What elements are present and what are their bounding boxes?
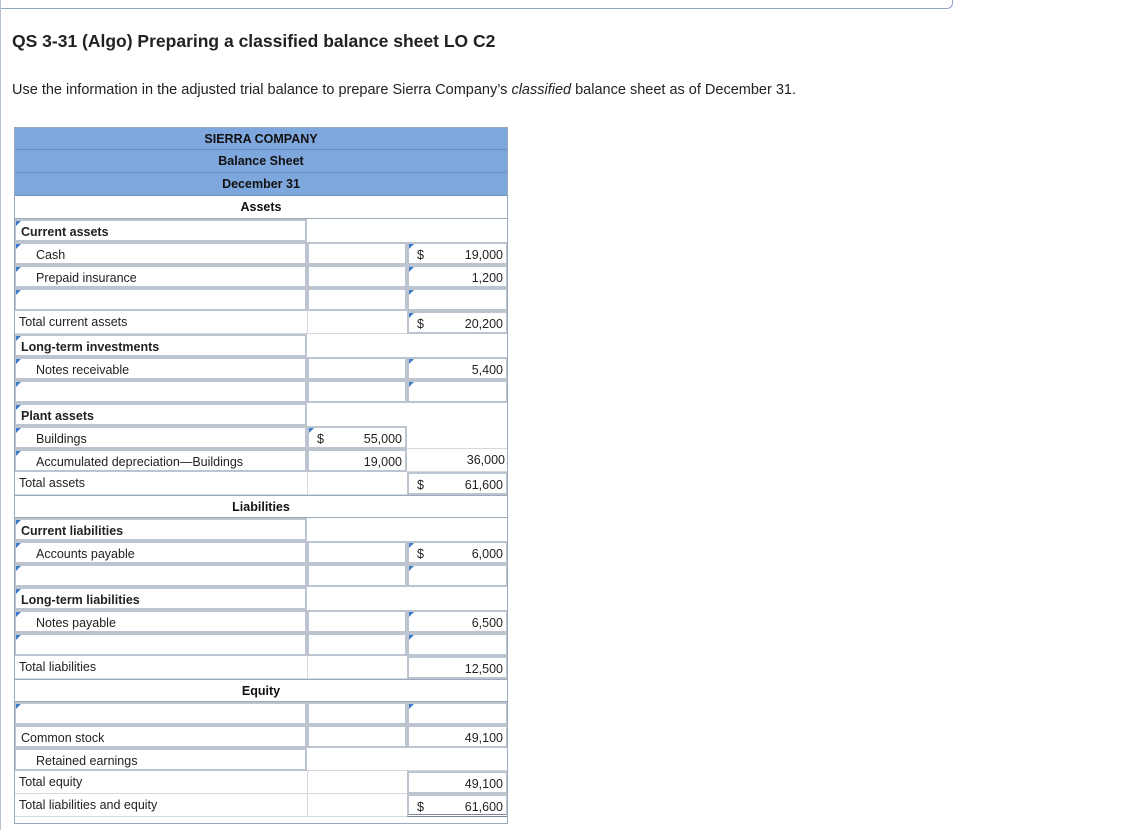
section-row	[14, 518, 508, 541]
amount-input[interactable]: $ 61,600	[407, 472, 508, 495]
amount-cell: 36,000	[407, 449, 508, 472]
table-row	[14, 426, 508, 449]
section-row	[14, 334, 508, 357]
account-label-input[interactable]: Long-term liabilities	[14, 587, 307, 610]
account-label-input[interactable]: Prepaid insurance	[14, 265, 307, 288]
table-row	[14, 357, 508, 380]
table-row	[14, 564, 508, 587]
amount-input[interactable]	[407, 564, 508, 587]
account-label-input[interactable]: Notes payable	[14, 610, 307, 633]
table-row	[14, 449, 508, 472]
account-label-input[interactable]: Retained earnings	[14, 748, 307, 771]
account-label-input[interactable]	[14, 702, 307, 725]
section-row	[14, 219, 508, 242]
table-row	[14, 288, 508, 311]
table-row	[14, 633, 508, 656]
instructions	[12, 82, 796, 98]
account-label-input[interactable]: Cash	[14, 242, 307, 265]
section-row	[14, 403, 508, 426]
total-row	[14, 656, 508, 679]
account-label-input[interactable]: Accounts payable	[14, 541, 307, 564]
total-label: Total equity	[14, 771, 307, 794]
amount-input[interactable]: 5,400	[407, 357, 508, 380]
total-label: Total liabilities and equity	[14, 794, 307, 817]
amount-input[interactable]	[307, 357, 407, 380]
blank-cell	[407, 748, 508, 771]
top-panel-border	[0, 0, 953, 9]
table-row	[14, 242, 508, 265]
total-label: Total assets	[14, 472, 307, 495]
blank-cell	[307, 311, 407, 334]
blank-cell	[307, 748, 407, 771]
account-label-input[interactable]: Buildings	[14, 426, 307, 449]
total-label: Total current assets	[14, 311, 307, 334]
total-row	[14, 794, 508, 817]
account-label-input[interactable]: Notes receivable	[14, 357, 307, 380]
table-row	[14, 725, 508, 748]
amount-input[interactable]	[307, 265, 407, 288]
amount-input[interactable]	[407, 380, 508, 403]
table-row	[14, 380, 508, 403]
amount-input[interactable]	[307, 380, 407, 403]
total-label: Total liabilities	[14, 656, 307, 679]
total-row	[14, 771, 508, 794]
blank-cell	[307, 794, 407, 817]
blank-cell	[407, 426, 508, 449]
blank-cell	[307, 472, 407, 495]
amount-input[interactable]: $ 55,000	[307, 426, 407, 449]
amount-input[interactable]	[307, 564, 407, 587]
blank-cell	[307, 656, 407, 679]
intro-emphasis: classified	[511, 82, 572, 98]
table-row	[14, 702, 508, 725]
blank-cell	[307, 771, 407, 794]
amount-input[interactable]: 12,500	[407, 656, 508, 679]
account-label-input[interactable]: Accumulated depreciation—Buildings	[14, 449, 307, 472]
amount-input[interactable]: 49,100	[407, 771, 508, 794]
amount-input[interactable]	[307, 242, 407, 265]
amount-input[interactable]: 49,100	[407, 725, 508, 748]
equity-header: Equity	[14, 679, 508, 702]
intro-text-end: balance sheet as of December 31.	[571, 82, 796, 98]
company-name: SIERRA COMPANY	[14, 127, 508, 150]
account-label-input[interactable]: Current liabilities	[14, 518, 307, 541]
account-label-input[interactable]	[14, 288, 307, 311]
amount-input[interactable]	[407, 288, 508, 311]
left-margin-line	[0, 0, 1, 830]
statement-name: Balance Sheet	[14, 150, 508, 173]
total-row	[14, 472, 508, 495]
account-label-input[interactable]: Long-term investments	[14, 334, 307, 357]
amount-input[interactable]	[407, 633, 508, 656]
amount-input[interactable]	[307, 702, 407, 725]
account-label-input[interactable]: Plant assets	[14, 403, 307, 426]
account-label-input[interactable]	[14, 380, 307, 403]
account-label-input[interactable]: Current assets	[14, 219, 307, 242]
account-label-input[interactable]: Common stock	[14, 725, 307, 748]
liabilities-header: Liabilities	[14, 495, 508, 518]
amount-input[interactable]: 19,000	[307, 449, 407, 472]
section-row	[14, 587, 508, 610]
total-row	[14, 311, 508, 334]
table-row	[14, 541, 508, 564]
question-title: QS 3-31 (Algo) Preparing a classified balance sheet LO C2	[12, 31, 496, 51]
amount-input[interactable]	[307, 288, 407, 311]
amount-input[interactable]: 6,500	[407, 610, 508, 633]
amount-input[interactable]	[307, 541, 407, 564]
table-row	[14, 610, 508, 633]
amount-input[interactable]: $ 20,200	[407, 311, 508, 334]
amount-input[interactable]: 1,200	[407, 265, 508, 288]
table-row	[14, 265, 508, 288]
amount-input[interactable]	[407, 702, 508, 725]
balance-sheet	[14, 127, 508, 817]
amount-input[interactable]: $ 19,000	[407, 242, 508, 265]
account-label-input[interactable]	[14, 564, 307, 587]
intro-text: Use the information in the adjusted trial balance to prepare Sierra Company’s	[12, 82, 512, 98]
statement-date: December 31	[14, 173, 508, 196]
amount-input[interactable]	[307, 633, 407, 656]
amount-input[interactable]: $ 6,000	[407, 541, 508, 564]
assets-header: Assets	[14, 196, 508, 219]
amount-input[interactable]	[307, 610, 407, 633]
account-label-input[interactable]	[14, 633, 307, 656]
amount-input[interactable]: $ 61,600	[407, 794, 508, 817]
amount-input[interactable]	[307, 725, 407, 748]
table-row	[14, 748, 508, 771]
